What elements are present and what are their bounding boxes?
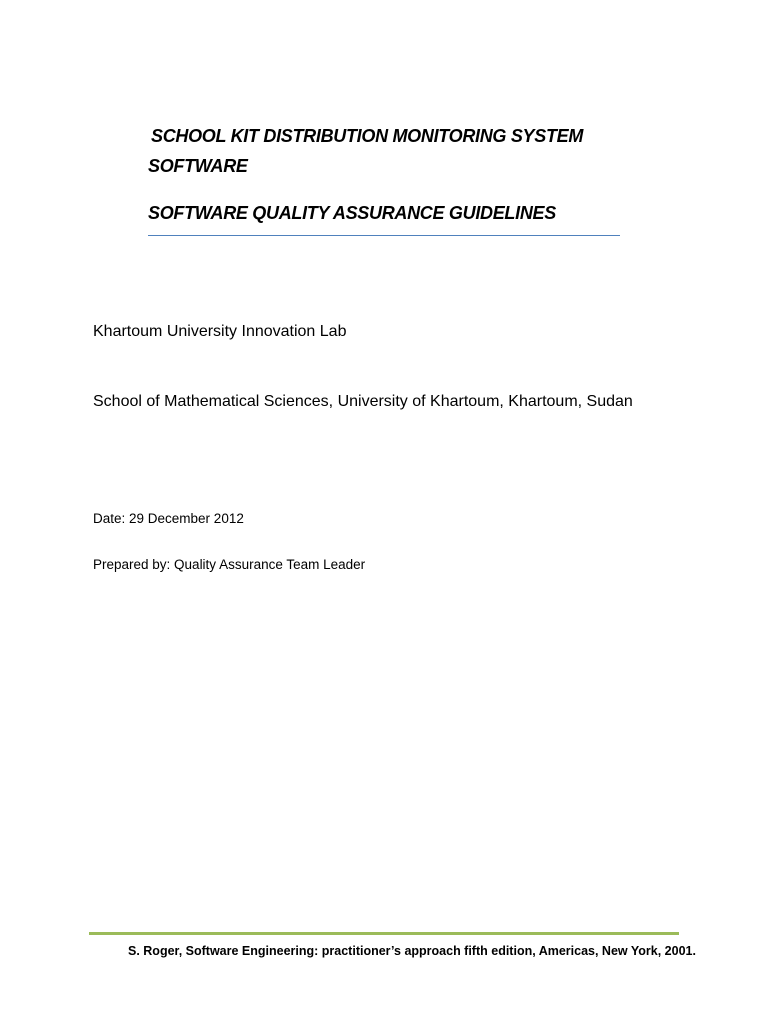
document-subtitle: SOFTWARE QUALITY ASSURANCE GUIDELINES xyxy=(148,203,556,223)
organization-name: Khartoum University Innovation Lab xyxy=(93,323,347,340)
organization-address: School of Mathematical Sciences, University of Khartoum, Khartoum, Sudan xyxy=(93,393,633,410)
document-title-line-2: SOFTWARE xyxy=(148,156,248,176)
title-divider xyxy=(148,235,620,236)
footer-divider xyxy=(89,932,679,935)
prepared-by: Prepared by: Quality Assurance Team Leader xyxy=(93,557,366,572)
document-title-line-1: SCHOOL KIT DISTRIBUTION MONITORING SYSTEM xyxy=(151,126,584,146)
document-date: Date: 29 December 2012 xyxy=(93,511,244,526)
footer-reference: S. Roger, Software Engineering: practitioner’s approach fifth edition, Americas, New York, 2001. xyxy=(128,944,696,958)
